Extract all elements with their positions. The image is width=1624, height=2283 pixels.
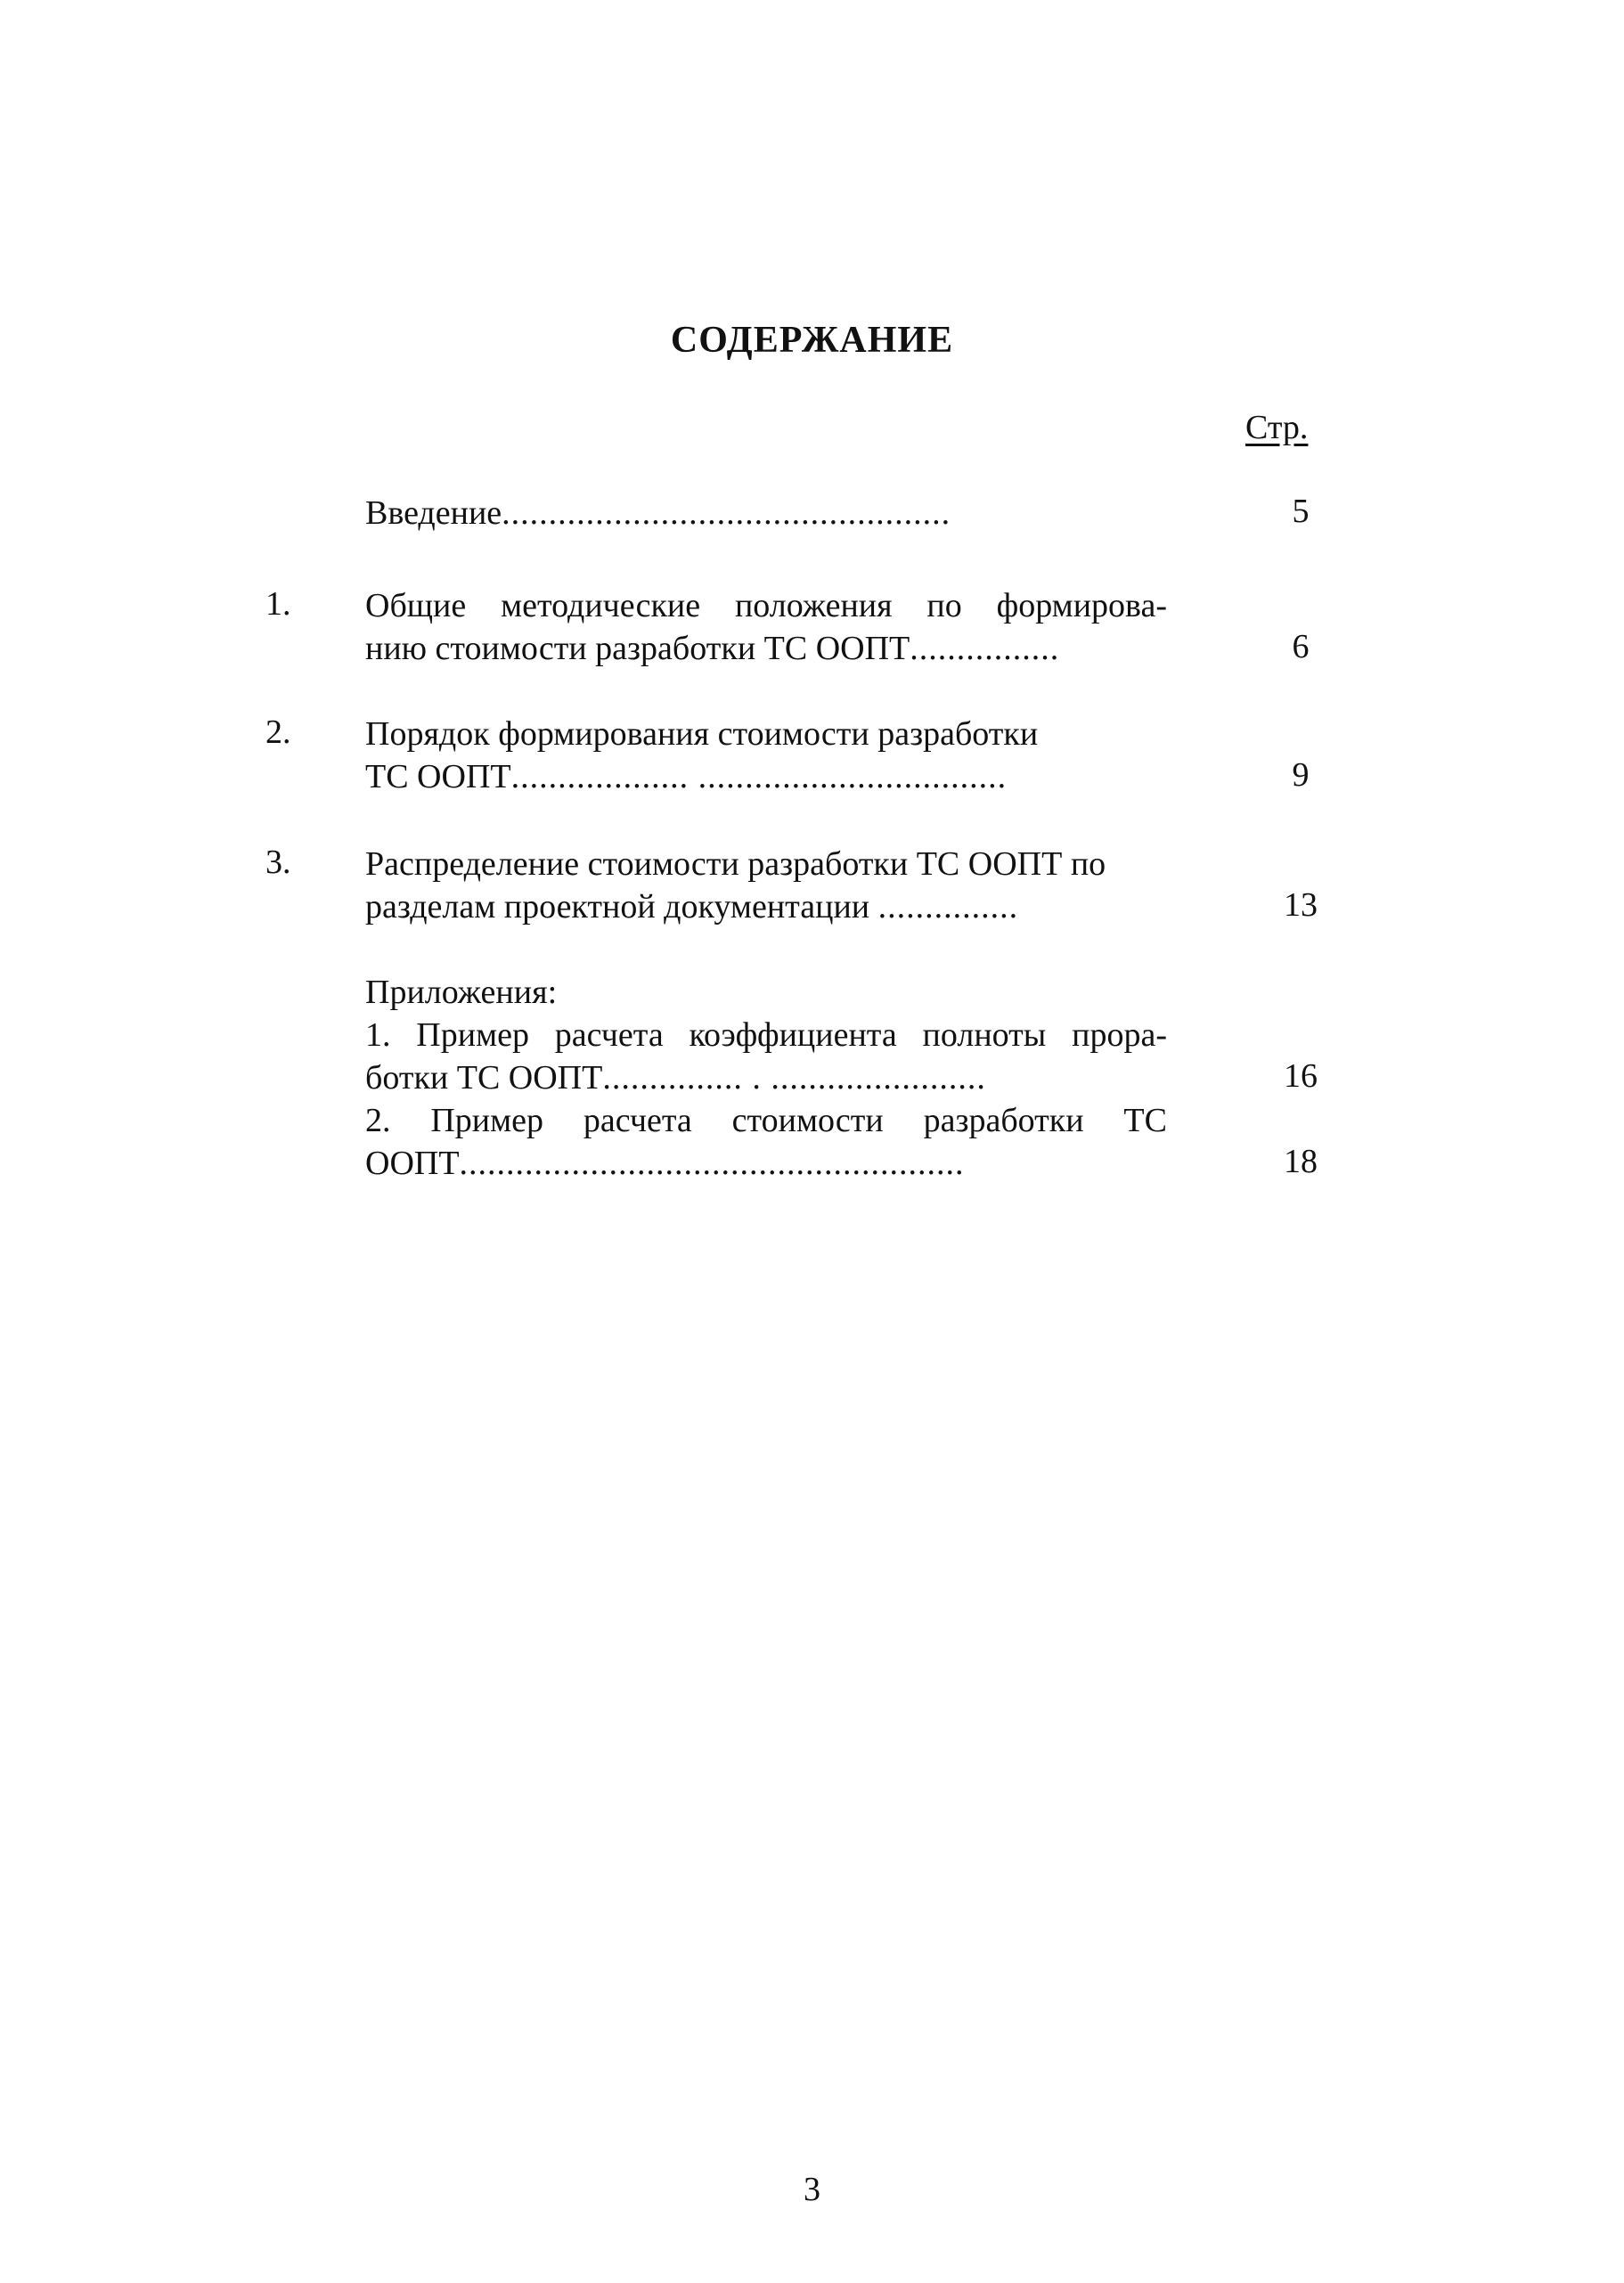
page-number: 3 <box>804 2171 820 2208</box>
toc-leader-dots: ...................................................... <box>459 1145 965 1182</box>
appendix-1-page: 16 <box>1284 1057 1318 1095</box>
toc-entry-title: разделам проектной документации <box>365 888 870 925</box>
toc-entry-page: 9 <box>1292 756 1310 794</box>
toc-entry-line <box>365 755 1167 798</box>
toc-leader-dots: ............... . ....................... <box>602 1059 986 1097</box>
toc-entry-page: 13 <box>1284 886 1318 924</box>
pages-column-header: Стр. <box>1245 409 1309 446</box>
toc-leader-dots: ............... <box>877 888 1019 925</box>
toc-entry-line <box>365 492 1167 534</box>
toc-entry-text <box>365 713 1167 798</box>
appendix-1-title: ботки ТС ООПТ <box>365 1059 603 1097</box>
appendix-2-page: 18 <box>1284 1143 1318 1180</box>
appendix-2-line: 2. Пример расчета стоимости разработки ТС <box>365 1102 1167 1139</box>
toc-entry-number: 3. <box>265 844 291 881</box>
toc-entry-line <box>365 627 1167 670</box>
appendix-2-title: ООПТ <box>365 1145 460 1182</box>
toc-entry-number: 2. <box>265 713 291 751</box>
toc-entry-line: Порядок формирования стоимости разработки <box>365 715 1039 753</box>
toc-entry-line <box>365 885 1167 928</box>
appendix-2-line <box>365 1142 1167 1185</box>
toc-entry-number: 1. <box>265 585 291 623</box>
toc-entry-page: 5 <box>1292 493 1310 530</box>
toc-entry-line: Общие методические положения по формирова- <box>365 587 1167 624</box>
appendices-block <box>365 971 1167 1185</box>
toc-leader-dots: ................ <box>910 630 1060 667</box>
toc-entry-title: нию стоимости разработки ТС ООПТ <box>365 630 910 667</box>
toc-entry-title: Введение <box>365 494 502 532</box>
toc-entry-title: ТС ООПТ <box>365 758 511 795</box>
appendices-heading: Приложения: <box>365 974 558 1011</box>
toc-entry-page: 6 <box>1292 628 1310 665</box>
toc-leader-dots: ................................................ <box>502 494 951 532</box>
toc-entry-text <box>365 492 1167 534</box>
toc-entry-line: Распределение стоимости разработки ТС ООПТ по <box>365 845 1106 883</box>
toc-leader-dots: ................... ................................. <box>510 758 1008 795</box>
appendix-1-line <box>365 1056 1167 1099</box>
page-title: СОДЕРЖАНИЕ <box>670 320 954 361</box>
toc-entry-text <box>365 584 1167 670</box>
appendix-1-line: 1. Пример расчета коэффициента полноты прора- <box>365 1016 1167 1054</box>
toc-entry-text <box>365 843 1167 928</box>
